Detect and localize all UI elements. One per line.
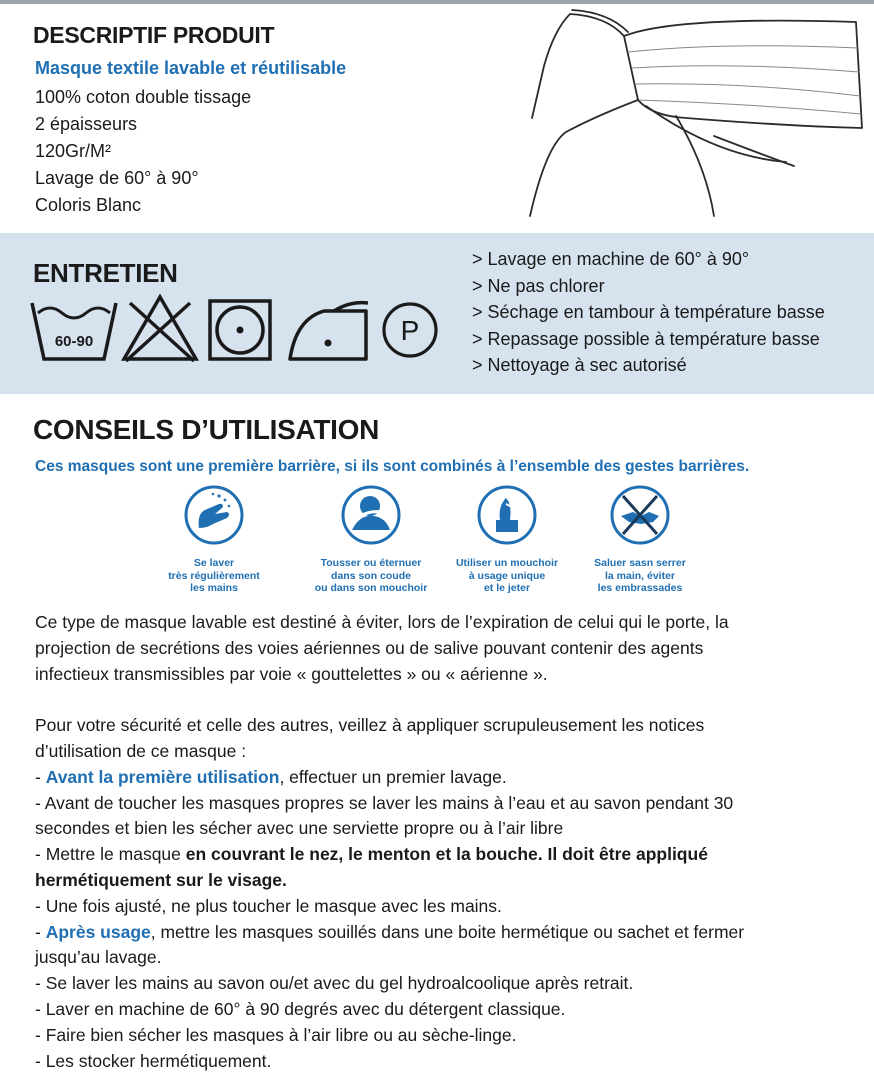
gesture-caption: Tousser ou éternuer dans son coude ou dans son mouchoir (314, 557, 428, 594)
bullet-line: secondes et bien les sécher avec une serviette propre ou à l’air libre (35, 818, 564, 839)
emphasis: en couvrant le nez, le menton et la bouche. Il doit être appliqué (185, 844, 708, 865)
care-instructions (472, 246, 825, 379)
bullet-wear: - Mettre le masque en couvrant le nez, le menton et la bouche. Il doit être appliqué (35, 844, 708, 865)
spacer (35, 687, 850, 713)
cough-elbow-icon (340, 484, 402, 546)
wash-tub-icon (32, 303, 116, 359)
hand-washing-icon (183, 484, 245, 546)
wash-temperature-label: 60-90 (54, 333, 94, 350)
paragraph-line: projection de secrétions des voies aériennes ou de salive pouvant contenir des agents (35, 637, 704, 658)
dry-clean-label: P (400, 315, 420, 346)
emphasis: Avant la première utilisation (45, 766, 280, 787)
bullet-line: jusqu’au lavage. (35, 947, 162, 968)
care-instruction: > Lavage en machine de 60° à 90° (472, 249, 750, 269)
bullet-first-use: - Avant la première utilisation, effectuer un premier lavage. (35, 766, 507, 787)
bullet-after-use: - Après usage, mettre les masques souillés dans une boite hermétique ou sachet et fermer (35, 921, 745, 942)
emphasis: Après usage (45, 921, 151, 942)
mask-illustration (526, 6, 866, 221)
product-specs (35, 84, 251, 219)
gesture-cough-elbow (296, 484, 446, 595)
bullet-line: - Laver en machine de 60° à 90 degrés avec du détergent classique. (35, 998, 566, 1019)
care-symbols (28, 293, 448, 365)
spec-item: Lavage de 60° à 90° (35, 168, 199, 188)
care-title: ENTRETIEN (33, 258, 178, 288)
gesture-no-handshake (565, 484, 715, 595)
gesture-caption: Se laver très régulièrement les mains (168, 557, 260, 594)
product-subtitle: Masque textile lavable et réutilisable (35, 58, 347, 78)
iron-icon (290, 303, 368, 359)
gesture-tissue (432, 484, 582, 595)
bullet-line: - Une fois ajusté, ne plus toucher le masque avec les mains. (35, 895, 502, 916)
gesture-caption: Saluer sasn serrer la main, éviter les embrassades (594, 557, 686, 594)
care-instruction: > Séchage en tambour à température basse (472, 302, 825, 322)
usage-lead: Ces masques sont une première barrière, si ils sont combinés à l’ensemble des gestes barrières. (35, 458, 750, 475)
spec-item: 100% coton double tissage (35, 87, 252, 107)
bullet-line: - Se laver les mains au savon ou/et avec du gel hydroalcoolique après retrait. (35, 973, 634, 994)
gesture-hand-washing (139, 484, 289, 595)
no-handshake-icon (609, 484, 671, 546)
paragraph-line: infectieux transmissibles par voie « gouttelettes » ou « aérienne ». (35, 663, 548, 684)
no-bleach-icon (124, 297, 196, 361)
usage-title: CONSEILS D’UTILISATION (33, 414, 379, 445)
spec-item: 120Gr/M² (35, 141, 112, 161)
care-instruction: > Ne pas chlorer (472, 275, 605, 296)
product-title: DESCRIPTIF PRODUIT (33, 22, 275, 48)
tissue-icon (476, 484, 538, 546)
top-border (0, 0, 874, 4)
bullet-line: - Faire bien sécher les masques à l’air libre ou au sèche-linge. (35, 1024, 517, 1045)
paragraph-line: Ce type de masque lavable est destiné à éviter, lors de l’expiration de celui qui le porte, la (35, 612, 729, 632)
bullet-line: hermétiquement sur le visage. (35, 869, 287, 890)
tumble-dry-icon (210, 301, 270, 359)
bullet-line: - Les stocker hermétiquement. (35, 1050, 272, 1071)
care-instruction: > Nettoyage à sec autorisé (472, 355, 687, 375)
spec-item: Coloris Blanc (35, 195, 142, 215)
gesture-caption: Utiliser un mouchoir à usage unique et le jeter (455, 557, 559, 594)
care-instruction: > Repassage possible à température basse (472, 328, 820, 349)
spec-item: 2 épaisseurs (35, 114, 138, 134)
bullet-line: - Avant de toucher les masques propres se laver les mains à l’eau et au savon pendant 30 (35, 792, 734, 813)
dry-clean-icon (384, 304, 436, 356)
paragraph-line: d’utilisation de ce masque : (35, 740, 247, 761)
usage-body (35, 610, 850, 1074)
paragraph-line: Pour votre sécurité et celle des autres, veillez à appliquer scrupuleusement les notices (35, 715, 705, 736)
